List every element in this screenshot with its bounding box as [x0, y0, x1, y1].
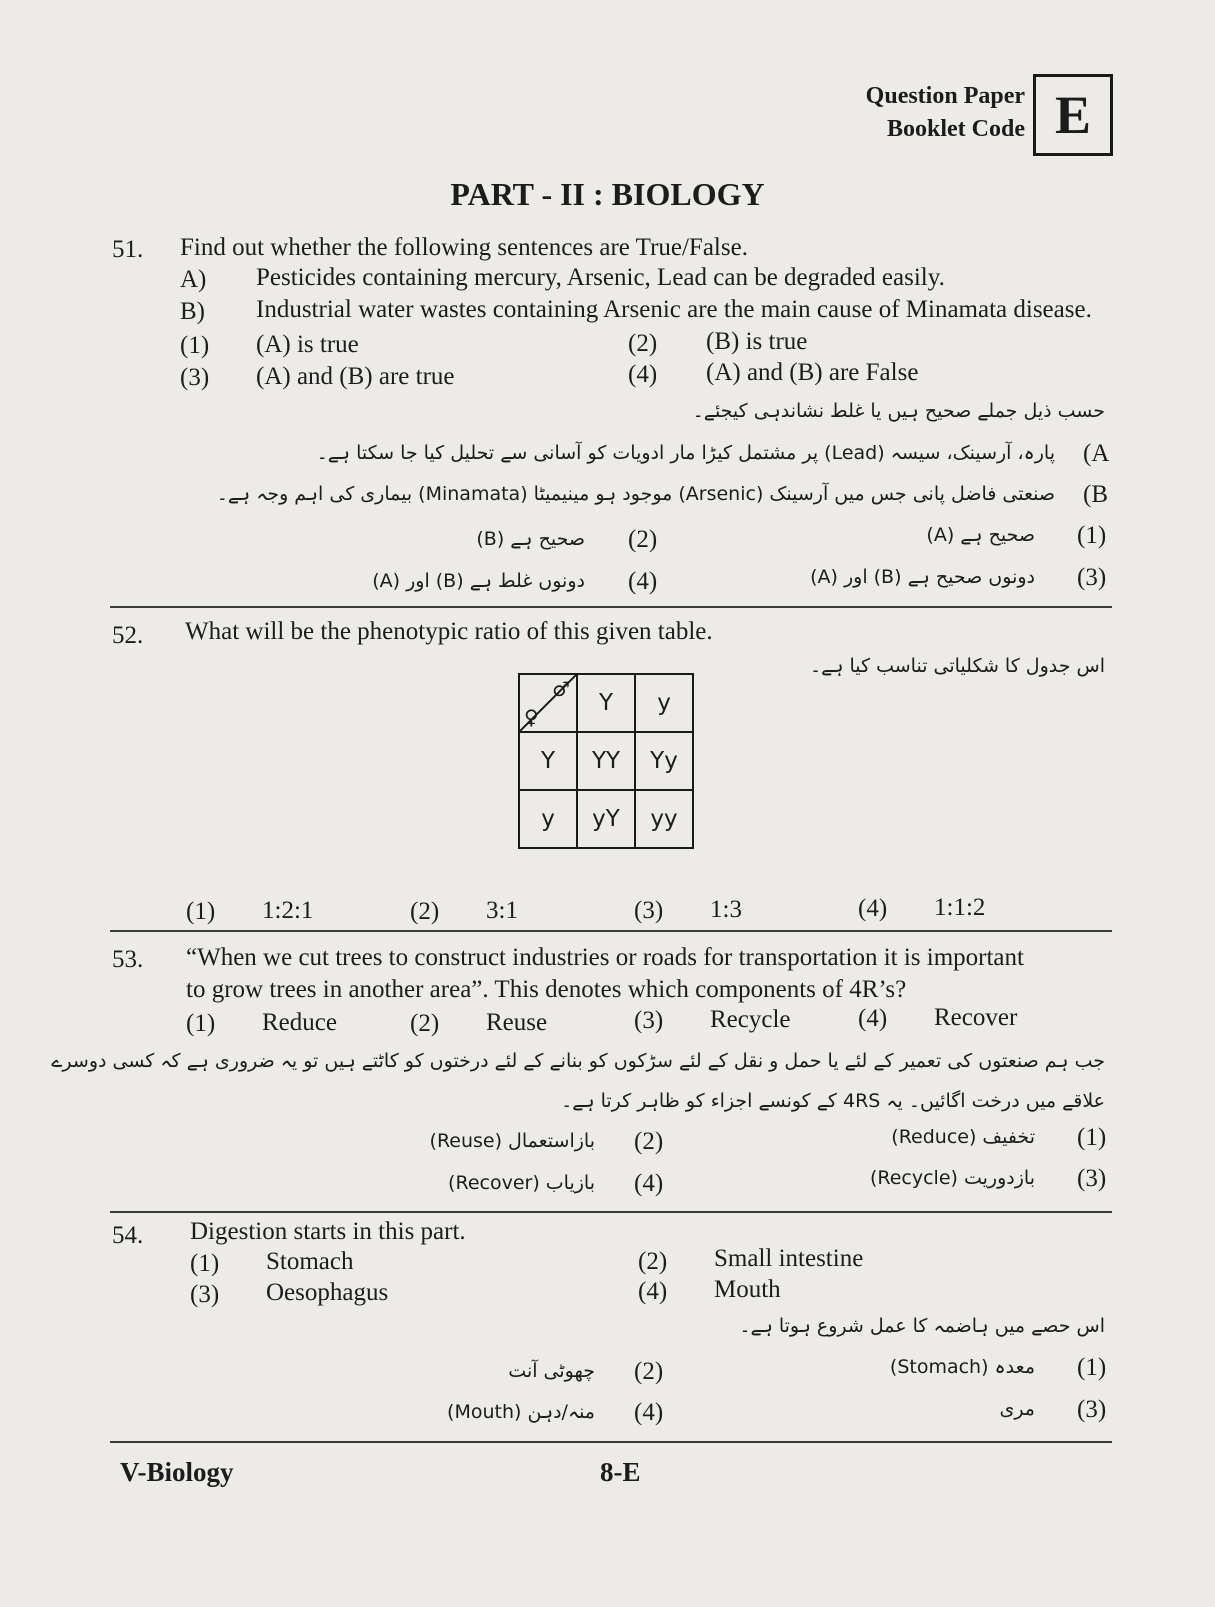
q52-opt3-num: (3) [634, 897, 664, 924]
q54-opt1: Stomach [266, 1248, 354, 1275]
q51-opt3: (A) and (B) are true [256, 363, 455, 390]
punnett-cell: yy [635, 790, 693, 848]
punnett-row-head: y [519, 790, 577, 848]
punnett-col-head: y [635, 674, 693, 732]
q51-urdu-opt4-num: (4) [628, 568, 658, 595]
q54-opt4-num: (4) [638, 1278, 668, 1305]
separator-line [110, 930, 1112, 932]
q51-urdu-b-label: (B [1083, 481, 1108, 508]
q51-opt2: (B) is true [706, 328, 808, 355]
q54-number: 54. [112, 1222, 144, 1249]
q54-question: Digestion starts in this part. [190, 1218, 466, 1245]
q51-urdu-opt3: (A) اور (B) دونوں صحیح ہے [810, 566, 1035, 588]
q51-urdu-opt4: (A) اور (B) دونوں غلط ہے [372, 570, 585, 592]
q51-urdu-a: پارہ، آرسینک، سیسہ (Lead) پر مشتمل کیڑا مار ادویات کو آسانی سے تحلیل کیا جا سکتا ہے۔ [316, 442, 1055, 464]
q53-urdu-opt4-num: (4) [634, 1170, 664, 1197]
q54-opt3-num: (3) [190, 1281, 220, 1308]
q51-urdu-opt2: (B) صحیح ہے [476, 528, 585, 550]
q54-urdu-opt1-num: (1) [1077, 1354, 1107, 1381]
q52-opt2-num: (2) [410, 898, 440, 925]
q52-opt4-num: (4) [858, 895, 888, 922]
q52-opt3: 1:3 [710, 896, 742, 923]
booklet-label-line1: Question Paper [865, 83, 1025, 109]
q54-opt1-num: (1) [190, 1250, 220, 1277]
q53-opt2-num: (2) [410, 1010, 440, 1037]
q51-urdu-b: صنعتی فاضل پانی جس میں آرسینک (Arsenic) موجود ہو مینیمیٹا (Minamata) بیماری کی اہم وجہ ہے۔ [216, 483, 1055, 505]
q53-urdu-opt1-num: (1) [1077, 1124, 1107, 1151]
q53-opt4-num: (4) [858, 1005, 888, 1032]
q54-opt3: Oesophagus [266, 1279, 389, 1306]
q51-urdu-opt2-num: (2) [628, 526, 658, 553]
punnett-square [518, 673, 694, 849]
q54-urdu-opt4: منہ/دہن (Mouth) [447, 1401, 595, 1423]
q51-opt1: (A) is true [256, 331, 359, 358]
q51-opt4-num: (4) [628, 361, 658, 388]
q52-number: 52. [112, 622, 144, 649]
q53-opt1-num: (1) [186, 1010, 216, 1037]
q52-opt1: 1:2:1 [262, 897, 314, 924]
q54-opt4: Mouth [714, 1276, 781, 1303]
male-symbol-icon: ♂ [552, 677, 570, 701]
q53-opt1: Reduce [262, 1009, 337, 1036]
q52-urdu-question: اس جدول کا شکلیاتی تناسب کیا ہے۔ [810, 655, 1105, 677]
separator-line [110, 606, 1112, 608]
q54-urdu-opt2-num: (2) [634, 1358, 664, 1385]
q54-urdu-opt1: معدہ (Stomach) [889, 1356, 1035, 1378]
q51-urdu-opt3-num: (3) [1077, 564, 1107, 591]
footer-subject: V-Biology [120, 1457, 234, 1487]
q53-urdu-opt3: بازدوریت (Recycle) [869, 1167, 1035, 1189]
q51-opt2-num: (2) [628, 330, 658, 357]
q51-opt1-num: (1) [180, 332, 210, 359]
q51-urdu-a-label: (A [1083, 440, 1110, 467]
q51-stmt-a: Pesticides containing mercury, Arsenic, Lead can be degraded easily. [256, 264, 945, 291]
q53-question-line2: to grow trees in another area”. This denotes which components of 4R’s? [186, 976, 907, 1003]
q51-stmt-b-label: B) [180, 298, 205, 325]
q51-opt3-num: (3) [180, 364, 210, 391]
punnett-row-head: Y [519, 732, 577, 790]
q52-opt4: 1:1:2 [934, 894, 986, 921]
punnett-cell: yY [577, 790, 635, 848]
booklet-code-box: E [1033, 74, 1113, 156]
q52-opt1-num: (1) [186, 898, 216, 925]
q54-urdu-opt3: مری [999, 1398, 1035, 1420]
q51-urdu-opt1: (A) صحیح ہے [926, 524, 1035, 546]
q53-urdu-opt1: تخفیف (Reduce) [891, 1126, 1035, 1148]
punnett-col-head: Y [577, 674, 635, 732]
q51-number: 51. [112, 236, 144, 263]
q54-opt2-num: (2) [638, 1248, 668, 1275]
q53-urdu-opt3-num: (3) [1077, 1165, 1107, 1192]
booklet-label-line2: Booklet Code [887, 116, 1025, 142]
q51-opt4: (A) and (B) are False [706, 359, 919, 386]
q53-urdu-line2: علاقے میں درخت اگائیں۔ یہ 4RS کے کونسے اجزاء کو ظاہر کرتا ہے۔ [561, 1090, 1105, 1112]
q51-urdu-question: حسب ذیل جملے صحیح ہیں یا غلط نشاندہی کیجئے۔ [692, 400, 1105, 422]
q52-opt2: 3:1 [486, 897, 518, 924]
q53-urdu-opt2: بازاستعمال (Reuse) [429, 1130, 595, 1152]
q54-urdu-question: اس حصے میں ہاضمہ کا عمل شروع ہوتا ہے۔ [739, 1315, 1105, 1337]
q54-urdu-opt4-num: (4) [634, 1399, 664, 1426]
q53-question-line1: “When we cut trees to construct industries or roads for transportation it is important [186, 944, 1024, 971]
punnett-cell: YY [577, 732, 635, 790]
q52-question: What will be the phenotypic ratio of this given table. [185, 618, 713, 645]
q51-stmt-b: Industrial water wastes containing Arsenic are the main cause of Minamata disease. [256, 296, 1092, 323]
q51-question: Find out whether the following sentences are True/False. [180, 234, 748, 261]
q53-opt3-num: (3) [634, 1007, 664, 1034]
q51-urdu-opt1-num: (1) [1077, 522, 1107, 549]
part-title: PART - II : BIOLOGY [450, 176, 765, 212]
q53-opt4: Recover [934, 1004, 1018, 1031]
punnett-cell: Yy [635, 732, 693, 790]
q53-urdu-line1: جب ہم صنعتوں کی تعمیر کے لئے یا حمل و نقل کے لئے سڑکوں کو بنانے کے لئے درختوں کو کاٹتے ہیں تو یہ ضروری ہے کہ کسی دوسرے [51, 1050, 1105, 1072]
punnett-corner-cell [519, 674, 577, 732]
footer-separator-line [110, 1441, 1112, 1443]
q53-number: 53. [112, 946, 144, 973]
q54-opt2: Small intestine [714, 1245, 864, 1272]
q53-urdu-opt2-num: (2) [634, 1128, 664, 1155]
q54-urdu-opt2: چھوٹی آنت [508, 1360, 595, 1382]
q54-urdu-opt3-num: (3) [1077, 1396, 1107, 1423]
q53-opt3: Recycle [710, 1006, 791, 1033]
q53-opt2: Reuse [486, 1009, 548, 1036]
q53-urdu-opt4: بازیاب (Recover) [448, 1172, 595, 1194]
footer-page-number: 8-E [600, 1457, 641, 1487]
q51-stmt-a-label: A) [180, 266, 207, 293]
female-symbol-icon: ♀ [524, 705, 539, 729]
booklet-code-label [820, 80, 1025, 146]
separator-line [110, 1211, 1112, 1213]
